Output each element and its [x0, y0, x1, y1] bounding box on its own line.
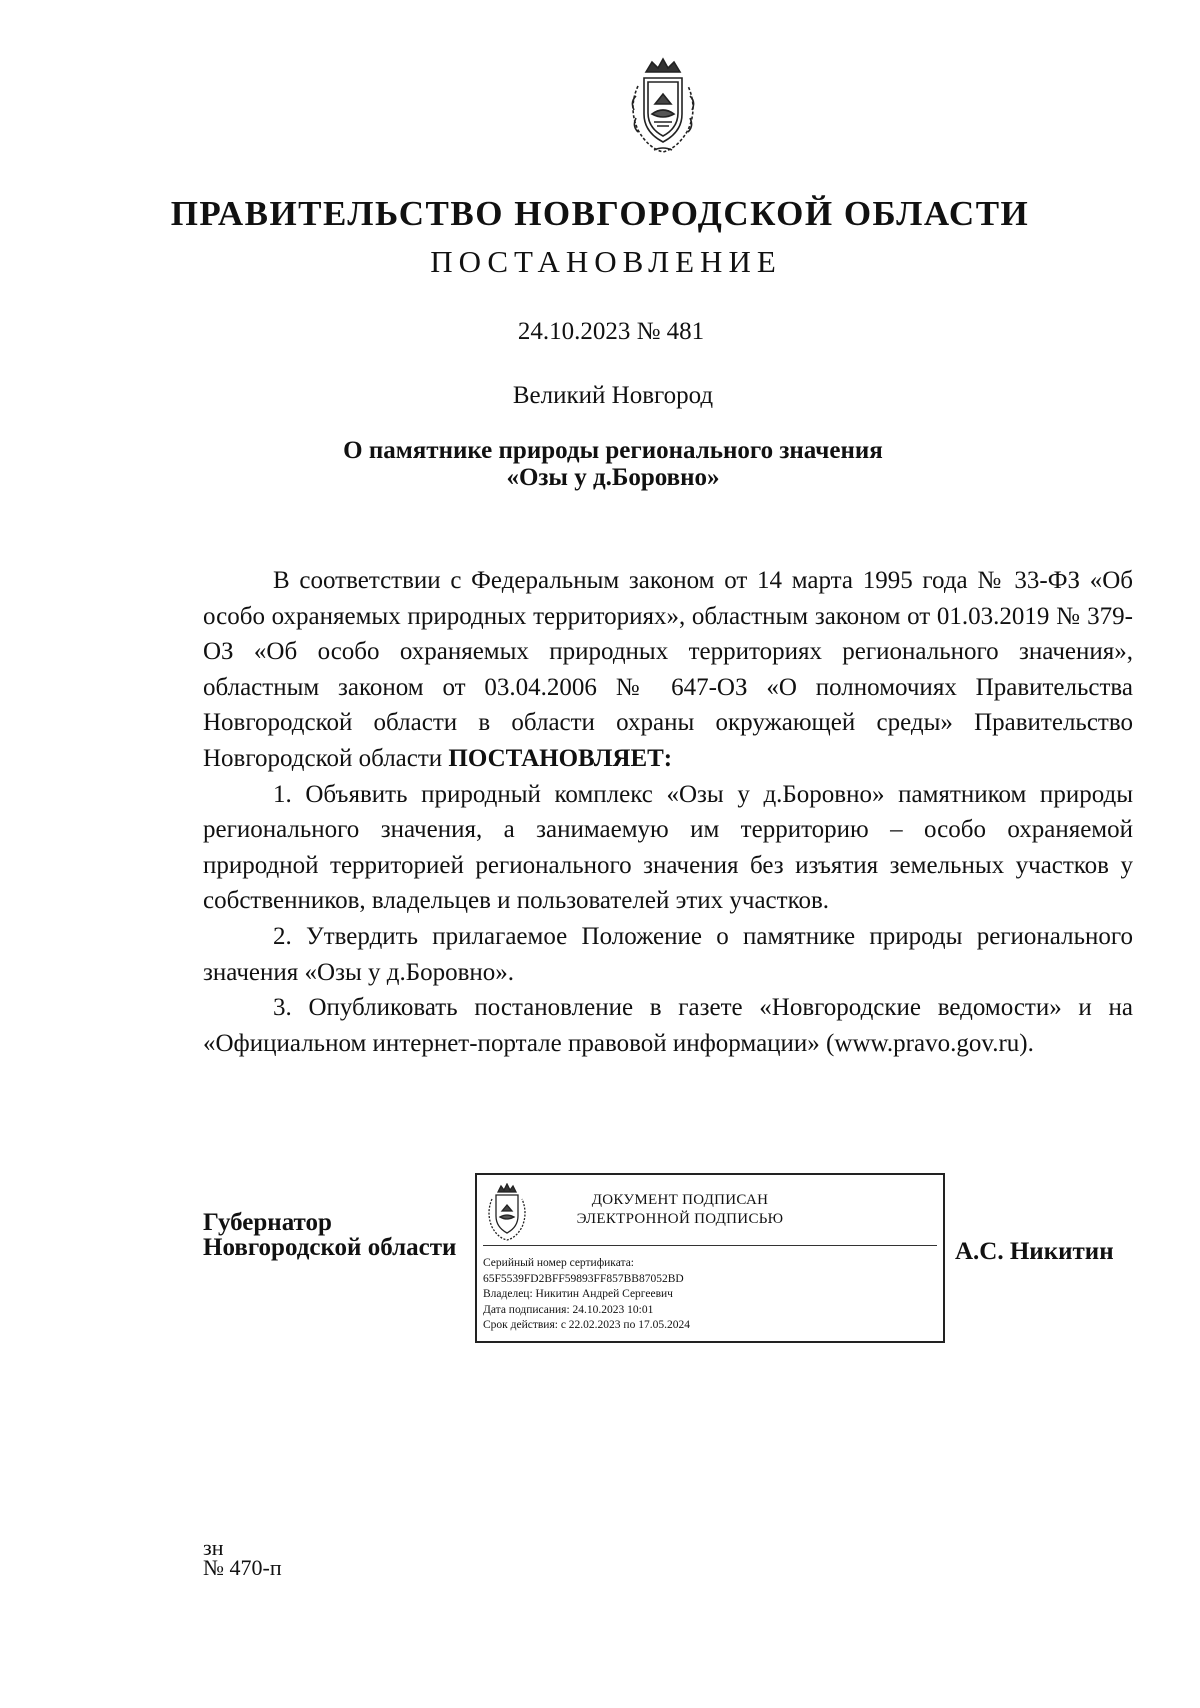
executor-initials: зн: [203, 1535, 224, 1560]
signatory-position: [203, 1210, 456, 1260]
preamble-paragraph: [203, 563, 1133, 777]
document-type: ПОСТАНОВЛЕНИЕ: [430, 244, 782, 279]
document-subject: [0, 437, 1200, 491]
city: Великий Новгород: [512, 382, 714, 409]
serial-label: Серийный номер сертификата:: [483, 1257, 634, 1269]
preamble-text: В соответствии с Федеральным законом от 14 марта 1995 года № 33-ФЗ «Об особо охраняемых природных территориях», областным законом от 01.03.2019 № 379-ОЗ «Об особо охраняемых природных территориях регионального значения», областным законом от 03.04.2006 № 647-ОЗ «О полномочиях Правительства Новгородской области в области охраны окружающей среды» Правительство Новгородской области: [203, 567, 1133, 772]
signatory-name: А.С. Никитин: [955, 1238, 1114, 1265]
subject-line-1: О памятнике природы регионального значения: [343, 437, 883, 464]
novgorod-coat-of-arms-icon: [486, 1183, 528, 1241]
signing-date: Дата подписания: 24.10.2023 10:01: [483, 1303, 654, 1316]
date-and-number: 24.10.2023 № 481: [517, 318, 705, 345]
item-1-paragraph: 1. Объявить природный комплекс «Озы у д.Боровно» памятником природы регионального значения, а занимаемую им территорию – особо охраняемой природной территорией регионального значения без изъятия земельных участков у собственников, владельцев и пользователей этих участков.: [203, 780, 1133, 915]
organization-title: ПРАВИТЕЛЬСТВО НОВГОРОДСКОЙ ОБЛАСТИ: [170, 194, 1030, 233]
serial-number: 65F5539FD2BFF59893FF857BB87052BD: [483, 1272, 684, 1285]
subject-line-2: «Озы у д.Боровно»: [506, 464, 720, 491]
item-2-paragraph: 2. Утвердить прилагаемое Положение о памятнике природы регионального значения «Озы у д.Боровно».: [203, 922, 1133, 986]
stamp-title-line-2: ЭЛЕКТРОННОЙ ПОДПИСЬЮ: [576, 1211, 784, 1227]
stamp-title: [555, 1191, 805, 1229]
position-line-2: Новгородской области: [203, 1234, 457, 1261]
item-3-paragraph: 3. Опубликовать постановление в газете «Новгородские ведомости» и на «Официальном интернет-портале правовой информации» (www.pravo.gov.ru).: [203, 994, 1133, 1057]
document-code: № 470-п: [203, 1555, 282, 1580]
footer-code: [203, 1535, 282, 1580]
e-signature-stamp: [475, 1173, 945, 1343]
document-body: [203, 563, 1133, 1061]
certificate-details: [483, 1256, 690, 1334]
certificate-owner: Владелец: Никитин Андрей Сергеевич: [483, 1288, 673, 1300]
validity-period: Срок действия: с 22.02.2023 по 17.05.2024: [483, 1319, 690, 1331]
resolves-word: ПОСТАНОВЛЯЕТ:: [448, 744, 673, 772]
stamp-divider: [483, 1245, 937, 1246]
stamp-title-line-1: ДОКУМЕНТ ПОДПИСАН: [591, 1192, 769, 1208]
position-line-1: Губернатор: [203, 1209, 332, 1236]
novgorod-coat-of-arms-icon: [624, 56, 702, 156]
